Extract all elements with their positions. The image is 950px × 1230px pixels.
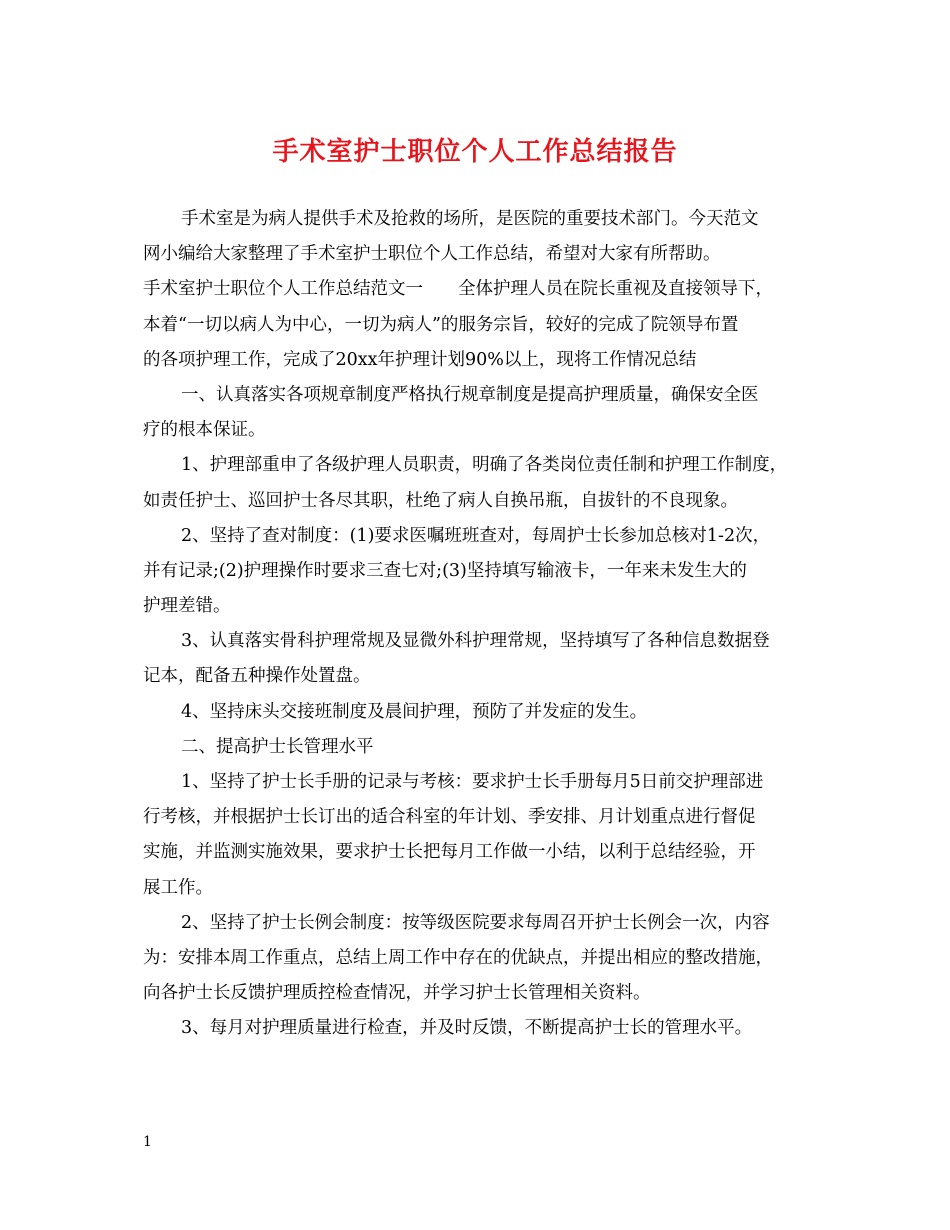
text-line: 本着“一切以病人为中心，一切为病人”的服务宗旨，较好的完成了院领导布置 <box>143 314 739 335</box>
page-number: 1 <box>143 1134 152 1150</box>
text-line: 的各项护理工作，完成了20xx年护理计划90%以上，现将工作情况总结 <box>143 349 697 370</box>
text-line: 一、认真落实各项规章制度严格执行规章制度是提高护理质量，确保安全医 <box>181 384 759 405</box>
text-line: 二、提高护士长管理水平 <box>181 736 374 757</box>
text-line: 护理差错。 <box>143 596 231 617</box>
text-line: 实施，并监测实施效果，要求护士长把每月工作做一小结，以利于总结经验，开 <box>143 842 756 863</box>
text-line: 2、坚持了护士长例会制度：按等级医院要求每周召开护士长例会一次，内容 <box>181 912 770 933</box>
text-line: 向各护士长反馈护理质控检查情况，并学习护士长管理相关资料。 <box>143 983 651 1004</box>
document-body <box>143 202 815 1047</box>
text-line: 展工作。 <box>143 877 213 898</box>
text-line: 3、认真落实骨科护理常规及显微外科护理常规，坚持填写了各种信息数据登 <box>181 631 770 652</box>
text-line: 网小编给大家整理了手术室护士职位个人工作总结，希望对大家有所帮助。 <box>143 244 721 265</box>
text-line: 记本，配备五种操作处置盘。 <box>143 666 371 687</box>
text-line: 手术室护士职位个人工作总结范文一 全体护理人员在院长重视及直接领导下， <box>143 279 773 300</box>
text-line: 行考核，并根据护士长订出的适合科室的年计划、季安排、月计划重点进行督促 <box>143 807 756 828</box>
text-line: 疗的根本保证。 <box>143 420 266 441</box>
document-title: 手术室护士职位个人工作总结报告 <box>272 137 678 167</box>
text-line: 1、护理部重申了各级护理人员职责，明确了各类岗位责任制和护理工作制度， <box>181 455 788 476</box>
text-line: 并有记录;(2)护理操作时要求三查七对;(3)坚持填写输液卡，一年来未发生大的 <box>143 560 747 581</box>
text-line: 4、坚持床头交接班制度及晨间护理，预防了并发症的发生。 <box>181 701 648 722</box>
text-line: 1、坚持了护士长手册的记录与考核：要求护士长手册每月5日前交护理部进 <box>181 772 764 792</box>
text-line: 为：安排本周工作重点，总结上周工作中存在的优缺点，并提出相应的整改措施， <box>143 947 773 968</box>
text-line: 如责任护士、巡回护士各尽其职，杜绝了病人自换吊瓶，自拔针的不良现象。 <box>143 490 738 511</box>
text-line: 手术室是为病人提供手术及抢救的场所，是医院的重要技术部门。今天范文 <box>181 209 759 229</box>
text-line: 3、每月对护理质量进行检查，并及时反馈，不断提高护士长的管理水平。 <box>181 1018 753 1039</box>
text-line: 2、坚持了查对制度：(1)要求医嘱班班查对，每周护士长参加总核对1-2次， <box>181 525 771 546</box>
